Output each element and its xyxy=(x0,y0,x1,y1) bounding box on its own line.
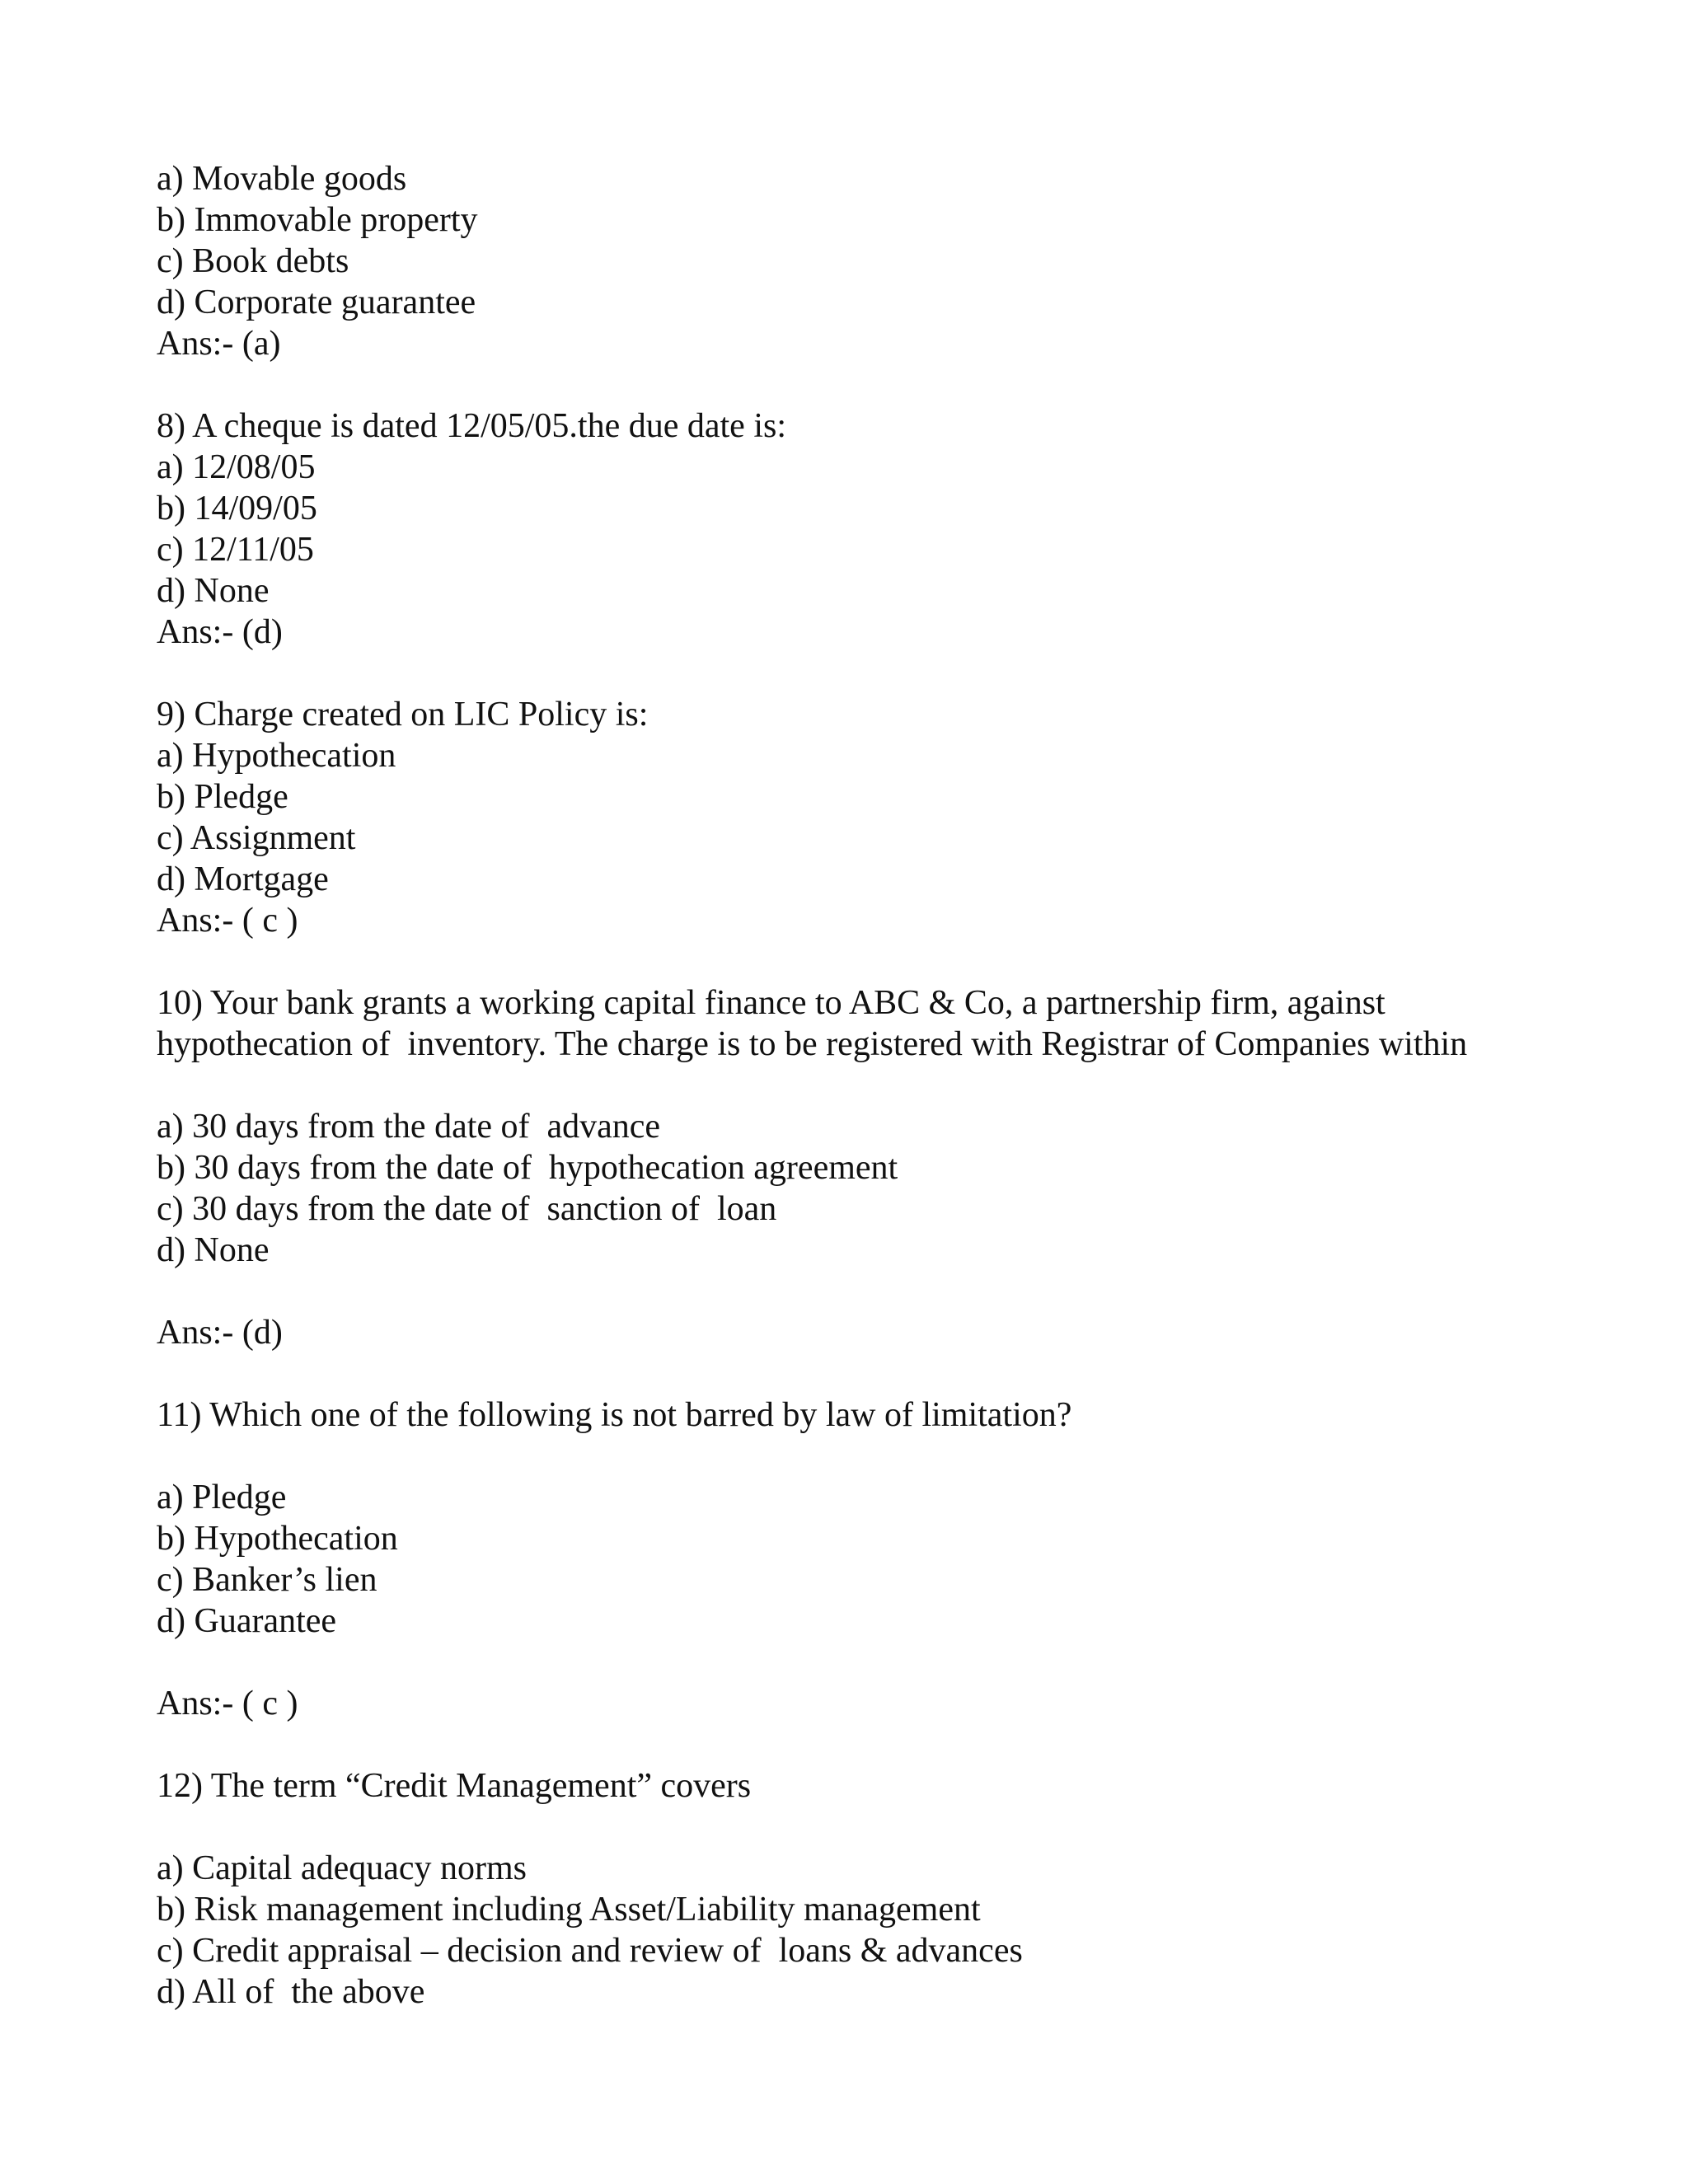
answer-line: Ans:- ( c ) xyxy=(157,1685,298,1722)
question-block-q12 xyxy=(157,1765,1558,2013)
option-c: c) Credit appraisal – decision and review of loans & advances xyxy=(157,1932,1023,1970)
answer-line: Ans:- ( c ) xyxy=(157,902,298,940)
question-text-continued: hypothecation of inventory. The charge is to be registered with Registrar of Companies within xyxy=(157,1025,1468,1063)
question-text: 10) Your bank grants a working capital finance to ABC & Co, a partnership firm, against xyxy=(157,984,1386,1022)
option-d: d) None xyxy=(157,1231,270,1269)
question-text: 9) Charge created on LIC Policy is: xyxy=(157,696,649,733)
spacer xyxy=(157,1807,1558,1848)
question-text: 8) A cheque is dated 12/05/05.the due date is: xyxy=(157,407,786,445)
question-block-q10 xyxy=(157,982,1558,1353)
option-a: a) Pledge xyxy=(157,1479,287,1516)
option-c: c) Book debts xyxy=(157,242,349,280)
spacer xyxy=(157,941,1558,982)
answer-line: Ans:- (d) xyxy=(157,613,283,651)
option-c: c) Banker’s lien xyxy=(157,1561,377,1599)
answer-line: Ans:- (d) xyxy=(157,1314,283,1352)
option-d: d) Guarantee xyxy=(157,1602,337,1640)
question-text: 11) Which one of the following is not barred by law of limitation? xyxy=(157,1396,1072,1434)
spacer xyxy=(157,1065,1558,1106)
option-b: b) Immovable property xyxy=(157,201,478,239)
option-b: b) Risk management including Asset/Liability management xyxy=(157,1891,981,1929)
option-b: b) 30 days from the date of hypothecation agreement xyxy=(157,1149,898,1187)
question-block-q11 xyxy=(157,1394,1558,1724)
option-b: b) Hypothecation xyxy=(157,1520,398,1558)
option-d: d) None xyxy=(157,572,270,610)
option-b: b) 14/09/05 xyxy=(157,490,317,527)
option-c: c) Assignment xyxy=(157,819,356,857)
spacer xyxy=(157,1642,1558,1683)
option-d: d) All of the above xyxy=(157,1973,425,2011)
option-b: b) Pledge xyxy=(157,778,288,816)
question-block-q9 xyxy=(157,694,1558,941)
option-a: a) Movable goods xyxy=(157,160,407,198)
answer-line: Ans:- (a) xyxy=(157,325,281,363)
document-page xyxy=(157,158,1558,2013)
option-d: d) Corporate guarantee xyxy=(157,284,476,321)
spacer xyxy=(157,653,1558,694)
spacer xyxy=(157,1724,1558,1765)
spacer xyxy=(157,364,1558,405)
spacer xyxy=(157,1353,1558,1394)
option-a: a) 30 days from the date of advance xyxy=(157,1108,661,1146)
option-c: c) 12/11/05 xyxy=(157,531,314,569)
spacer xyxy=(157,1436,1558,1477)
option-c: c) 30 days from the date of sanction of loan xyxy=(157,1190,777,1228)
option-d: d) Mortgage xyxy=(157,860,329,898)
question-block-q7-tail xyxy=(157,158,1558,364)
question-block-q8 xyxy=(157,405,1558,653)
option-a: a) Capital adequacy norms xyxy=(157,1849,527,1887)
question-text: 12) The term “Credit Management” covers xyxy=(157,1767,752,1805)
option-a: a) Hypothecation xyxy=(157,737,396,775)
option-a: a) 12/08/05 xyxy=(157,448,316,486)
spacer xyxy=(157,1271,1558,1312)
